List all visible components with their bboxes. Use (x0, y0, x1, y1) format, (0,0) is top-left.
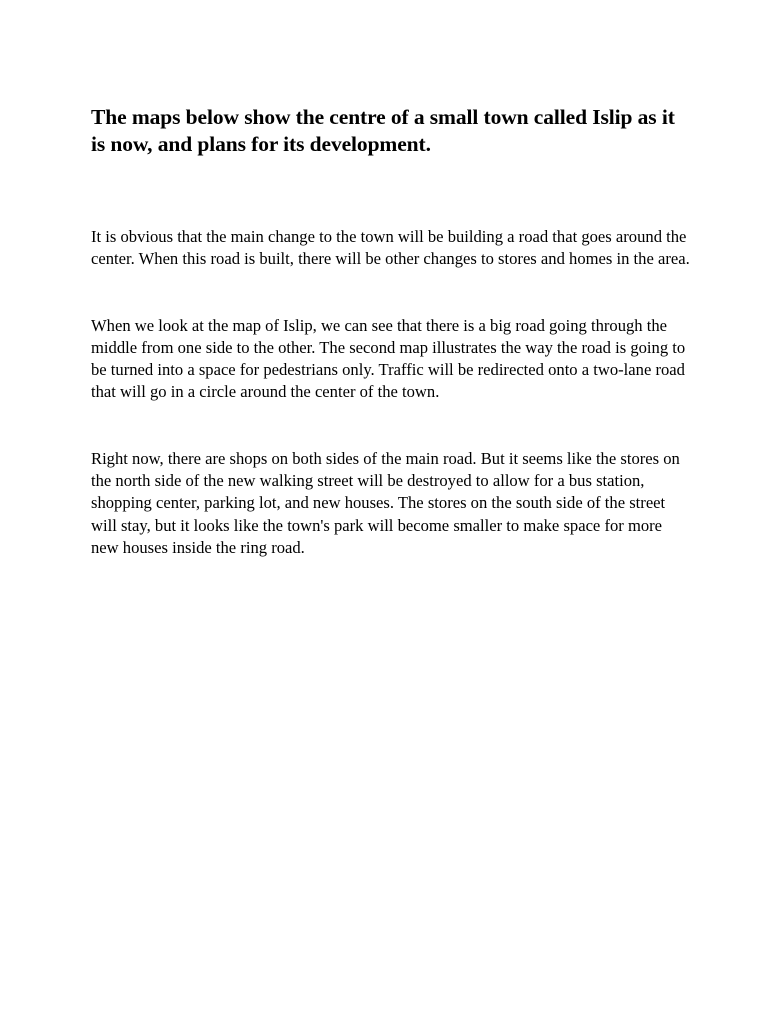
paragraph-main-road: When we look at the map of Islip, we can see that there is a big road going through the middle from one side to the other. The second map illustrates the way the road is going to be turned into a space for pedestrians only. Traffic will be redirected onto a two-lane road that will go in a circle around the center of the town. (91, 315, 686, 402)
document-title: The maps below show the centre of a small town called Islip as it is now, and plans for its development. (91, 105, 675, 156)
paragraph-shops: Right now, there are shops on both sides of the main road. But it seems like the stores on the north side of the new walking street will be destroyed to allow for a bus station, shopping center, parking lot, and new houses. The stores on the south side of the street will stay, but it looks like the town's park will become smaller to make space for more new houses inside the ring road. (91, 448, 680, 557)
document-body (91, 104, 691, 559)
paragraph-overview: It is obvious that the main change to the town will be building a road that goes around the center. When this road is built, there will be other changes to stores and homes in the area. (91, 227, 690, 269)
